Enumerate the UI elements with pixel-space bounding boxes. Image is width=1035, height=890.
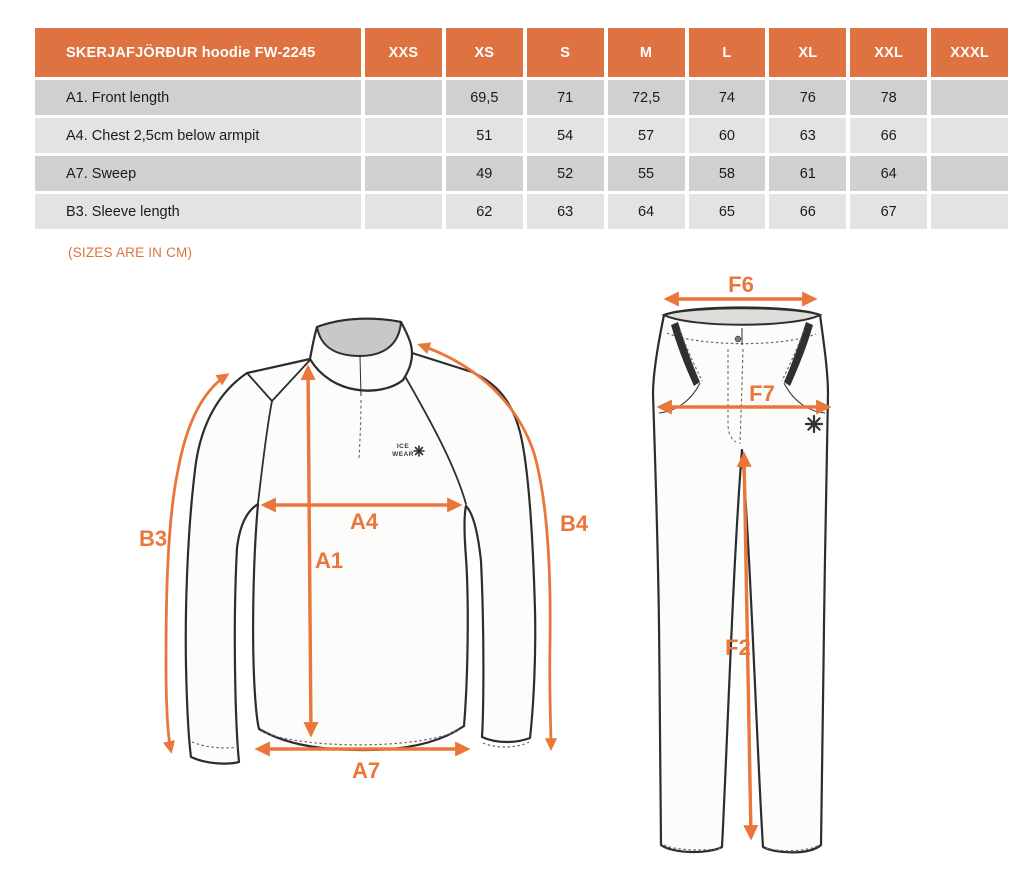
pants-f7-label: F7 <box>749 381 775 406</box>
hoodie-a7-label: A7 <box>351 758 381 783</box>
pants-waist-button <box>735 336 741 342</box>
row-label-front-length: A1. Front length <box>35 80 361 115</box>
value-cell: 52 <box>527 156 604 191</box>
value-cell: 71 <box>527 80 604 115</box>
value-cell: 76 <box>769 80 846 115</box>
size-header-xl: XL <box>769 28 846 77</box>
size-header-l: L <box>689 28 766 77</box>
value-cell: 78 <box>850 80 927 115</box>
logo-text-wear: WEAR <box>392 451 414 458</box>
size-header-xxs: XXS <box>365 28 442 77</box>
value-cell: 62 <box>446 194 523 229</box>
hoodie-b3-label: B3 <box>138 526 168 551</box>
hoodie-chest-logo <box>392 443 424 458</box>
value-cell: 72,5 <box>608 80 685 115</box>
row-label-chest: A4. Chest 2,5cm below armpit <box>35 118 361 153</box>
snowflake-logo-icon <box>806 416 822 432</box>
value-cell: 63 <box>769 118 846 153</box>
size-header-xxl: XXL <box>850 28 927 77</box>
value-cell: 51 <box>446 118 523 153</box>
value-cell: 64 <box>608 194 685 229</box>
value-cell: 63 <box>527 194 604 229</box>
value-cell: 74 <box>689 80 766 115</box>
value-cell: 65 <box>689 194 766 229</box>
value-cell: 49 <box>446 156 523 191</box>
pants-f2-label: F2 <box>725 635 751 660</box>
snowflake-icon <box>414 446 424 456</box>
value-cell: 60 <box>689 118 766 153</box>
sizes-in-cm-note: (SIZES ARE IN CM) <box>68 245 193 260</box>
size-header-s: S <box>527 28 604 77</box>
value-cell: 67 <box>850 194 927 229</box>
hoodie-outline <box>186 353 535 764</box>
value-cell: 61 <box>769 156 846 191</box>
pants-diagram <box>653 272 828 852</box>
value-cell: 69,5 <box>446 80 523 115</box>
hoodie-b4-label: B4 <box>559 511 589 536</box>
value-cell: 55 <box>608 156 685 191</box>
row-label-sweep: A7. Sweep <box>35 156 361 191</box>
value-cell: 64 <box>850 156 927 191</box>
logo-text-ice: ICE <box>396 443 410 450</box>
value-cell: 66 <box>769 194 846 229</box>
hoodie-a4-label: A4 <box>349 509 379 534</box>
size-header-xs: XS <box>446 28 523 77</box>
value-cell: 66 <box>850 118 927 153</box>
product-title-cell: SKERJAFJÖRÐUR hoodie FW-2245 <box>35 28 361 77</box>
hoodie-diagram <box>139 319 589 783</box>
value-cell: 57 <box>608 118 685 153</box>
row-label-sleeve-length: B3. Sleeve length <box>35 194 361 229</box>
pants-f6-label: F6 <box>728 272 754 297</box>
value-cell: 58 <box>689 156 766 191</box>
hoodie-a1-label: A1 <box>314 548 344 573</box>
size-header-xxxl: XXXL <box>931 28 1008 77</box>
pants-outline <box>653 308 828 853</box>
value-cell: 54 <box>527 118 604 153</box>
size-header-m: M <box>608 28 685 77</box>
